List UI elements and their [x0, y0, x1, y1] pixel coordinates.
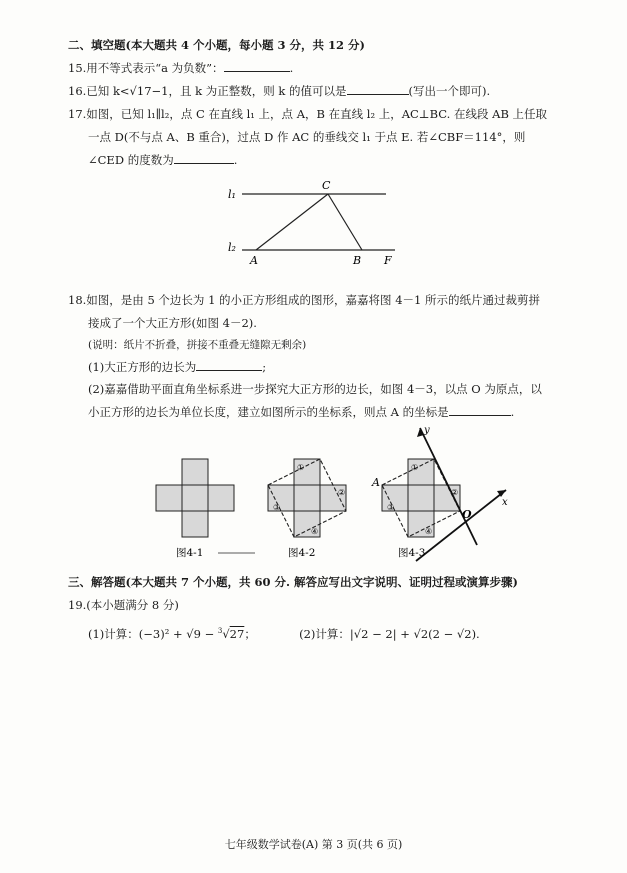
label-point-C: C [322, 179, 331, 192]
figure-4-1-cross [156, 459, 234, 537]
question-19-title: 19.(本小题满分 8 分) [68, 598, 179, 612]
radicand: 27 [229, 626, 245, 641]
question-18-line-1: 18.如图，是由 5 个边长为 1 的小正方形组成的图形，嘉嘉将图 4－1 所示的纸片通过裁剪拼 [68, 293, 540, 307]
label-y-axis: y [424, 425, 430, 436]
piece-number: ② [338, 488, 346, 497]
figure-4-2-cross [268, 459, 346, 537]
question-19-part-1: (1)计算：(−3)² + √9 − [88, 626, 218, 641]
piece-number: ① [411, 463, 419, 472]
section-heading-fill-in: 二、填空题(本大题共 4 个小题，每小题 3 分，共 12 分) [68, 38, 365, 52]
question-17-line-2: 一点 D(不与点 A、B 重合)，过点 D 作 AC 的垂线交 l₁ 于点 E. 若∠CBF＝114°，则 [88, 130, 526, 144]
page-footer: 七年级数学试卷(A) 第 3 页(共 6 页) [224, 838, 403, 851]
label-point-A: A [250, 254, 258, 267]
label-point-B: B [353, 254, 362, 267]
question-18-part-2-tail: . [510, 405, 515, 419]
question-18-part-1-tail: ; [262, 360, 267, 374]
piece-number: ④ [311, 527, 319, 536]
cube-root-index: 3 [217, 627, 223, 635]
question-15-text: 15.用不等式表示“a 为负数”： [68, 61, 224, 75]
question-18-line-2: 接成了一个大正方形(如图 4－2). [88, 316, 257, 330]
figure-4-2-label: 图4-2 [288, 547, 316, 559]
question-18-part-2-text: 小正方形的边长为单位长度，建立如图所示的坐标系，则点 A 的坐标是 [88, 405, 449, 419]
section-heading-solutions: 三、解答题(本大题共 7 个小题，共 60 分. 解答应写出文字说明、证明过程或演算步骤) [68, 575, 518, 589]
question-19-part-2-expression: |√2 − 2| + √2(2 − √2). [349, 626, 480, 641]
question-16-text: 16.已知 k<√17−1，且 k 为正整数，则 k 的值可以是 [68, 84, 347, 98]
question-18-note: (说明：纸片不折叠，拼接不重叠无缝隙无剩余) [88, 339, 307, 351]
figure-4-3-cross [382, 459, 460, 537]
label-point-A-fig: A [372, 476, 380, 489]
piece-number: ③ [387, 503, 395, 512]
question-16-tail: (写出一个即可). [408, 84, 491, 98]
piece-number: ① [297, 463, 305, 472]
label-l1: l₁ [228, 188, 236, 201]
question-19-part-2: (2)计算： [299, 626, 350, 641]
question-19-parts [88, 623, 480, 642]
question-18-part-2-line-1: (2)嘉嘉借助平面直角坐标系进一步探究大正方形的边长，如图 4－3，以点 O 为原点，以 [88, 382, 542, 396]
question-19-part-1-tail: ； [244, 626, 256, 641]
figure-4-3-label: 图4-3 [398, 547, 426, 559]
label-x-axis: x [502, 497, 508, 508]
question-17-text: ∠CED 的度数为 [88, 153, 174, 167]
label-point-F: F [384, 254, 392, 267]
label-origin-O: O [462, 508, 472, 521]
question-17-tail: . [233, 153, 238, 167]
figure-4-1-label: 图4-1 [176, 547, 204, 559]
radical-sign-icon: √ [222, 626, 230, 641]
question-15-tail: . [289, 61, 294, 75]
label-l2: l₂ [228, 241, 236, 254]
piece-number: ③ [273, 503, 281, 512]
piece-number: ④ [425, 527, 433, 536]
piece-number: ② [451, 488, 459, 497]
question-17-line-1: 17.如图，已知 l₁∥l₂，点 C 在直线 l₁ 上，点 A，B 在直线 l₂ 上，AC⊥BC. 在线段 AB 上任取 [68, 107, 548, 121]
question-18-part-1-text: (1)大正方形的边长为 [88, 360, 197, 374]
